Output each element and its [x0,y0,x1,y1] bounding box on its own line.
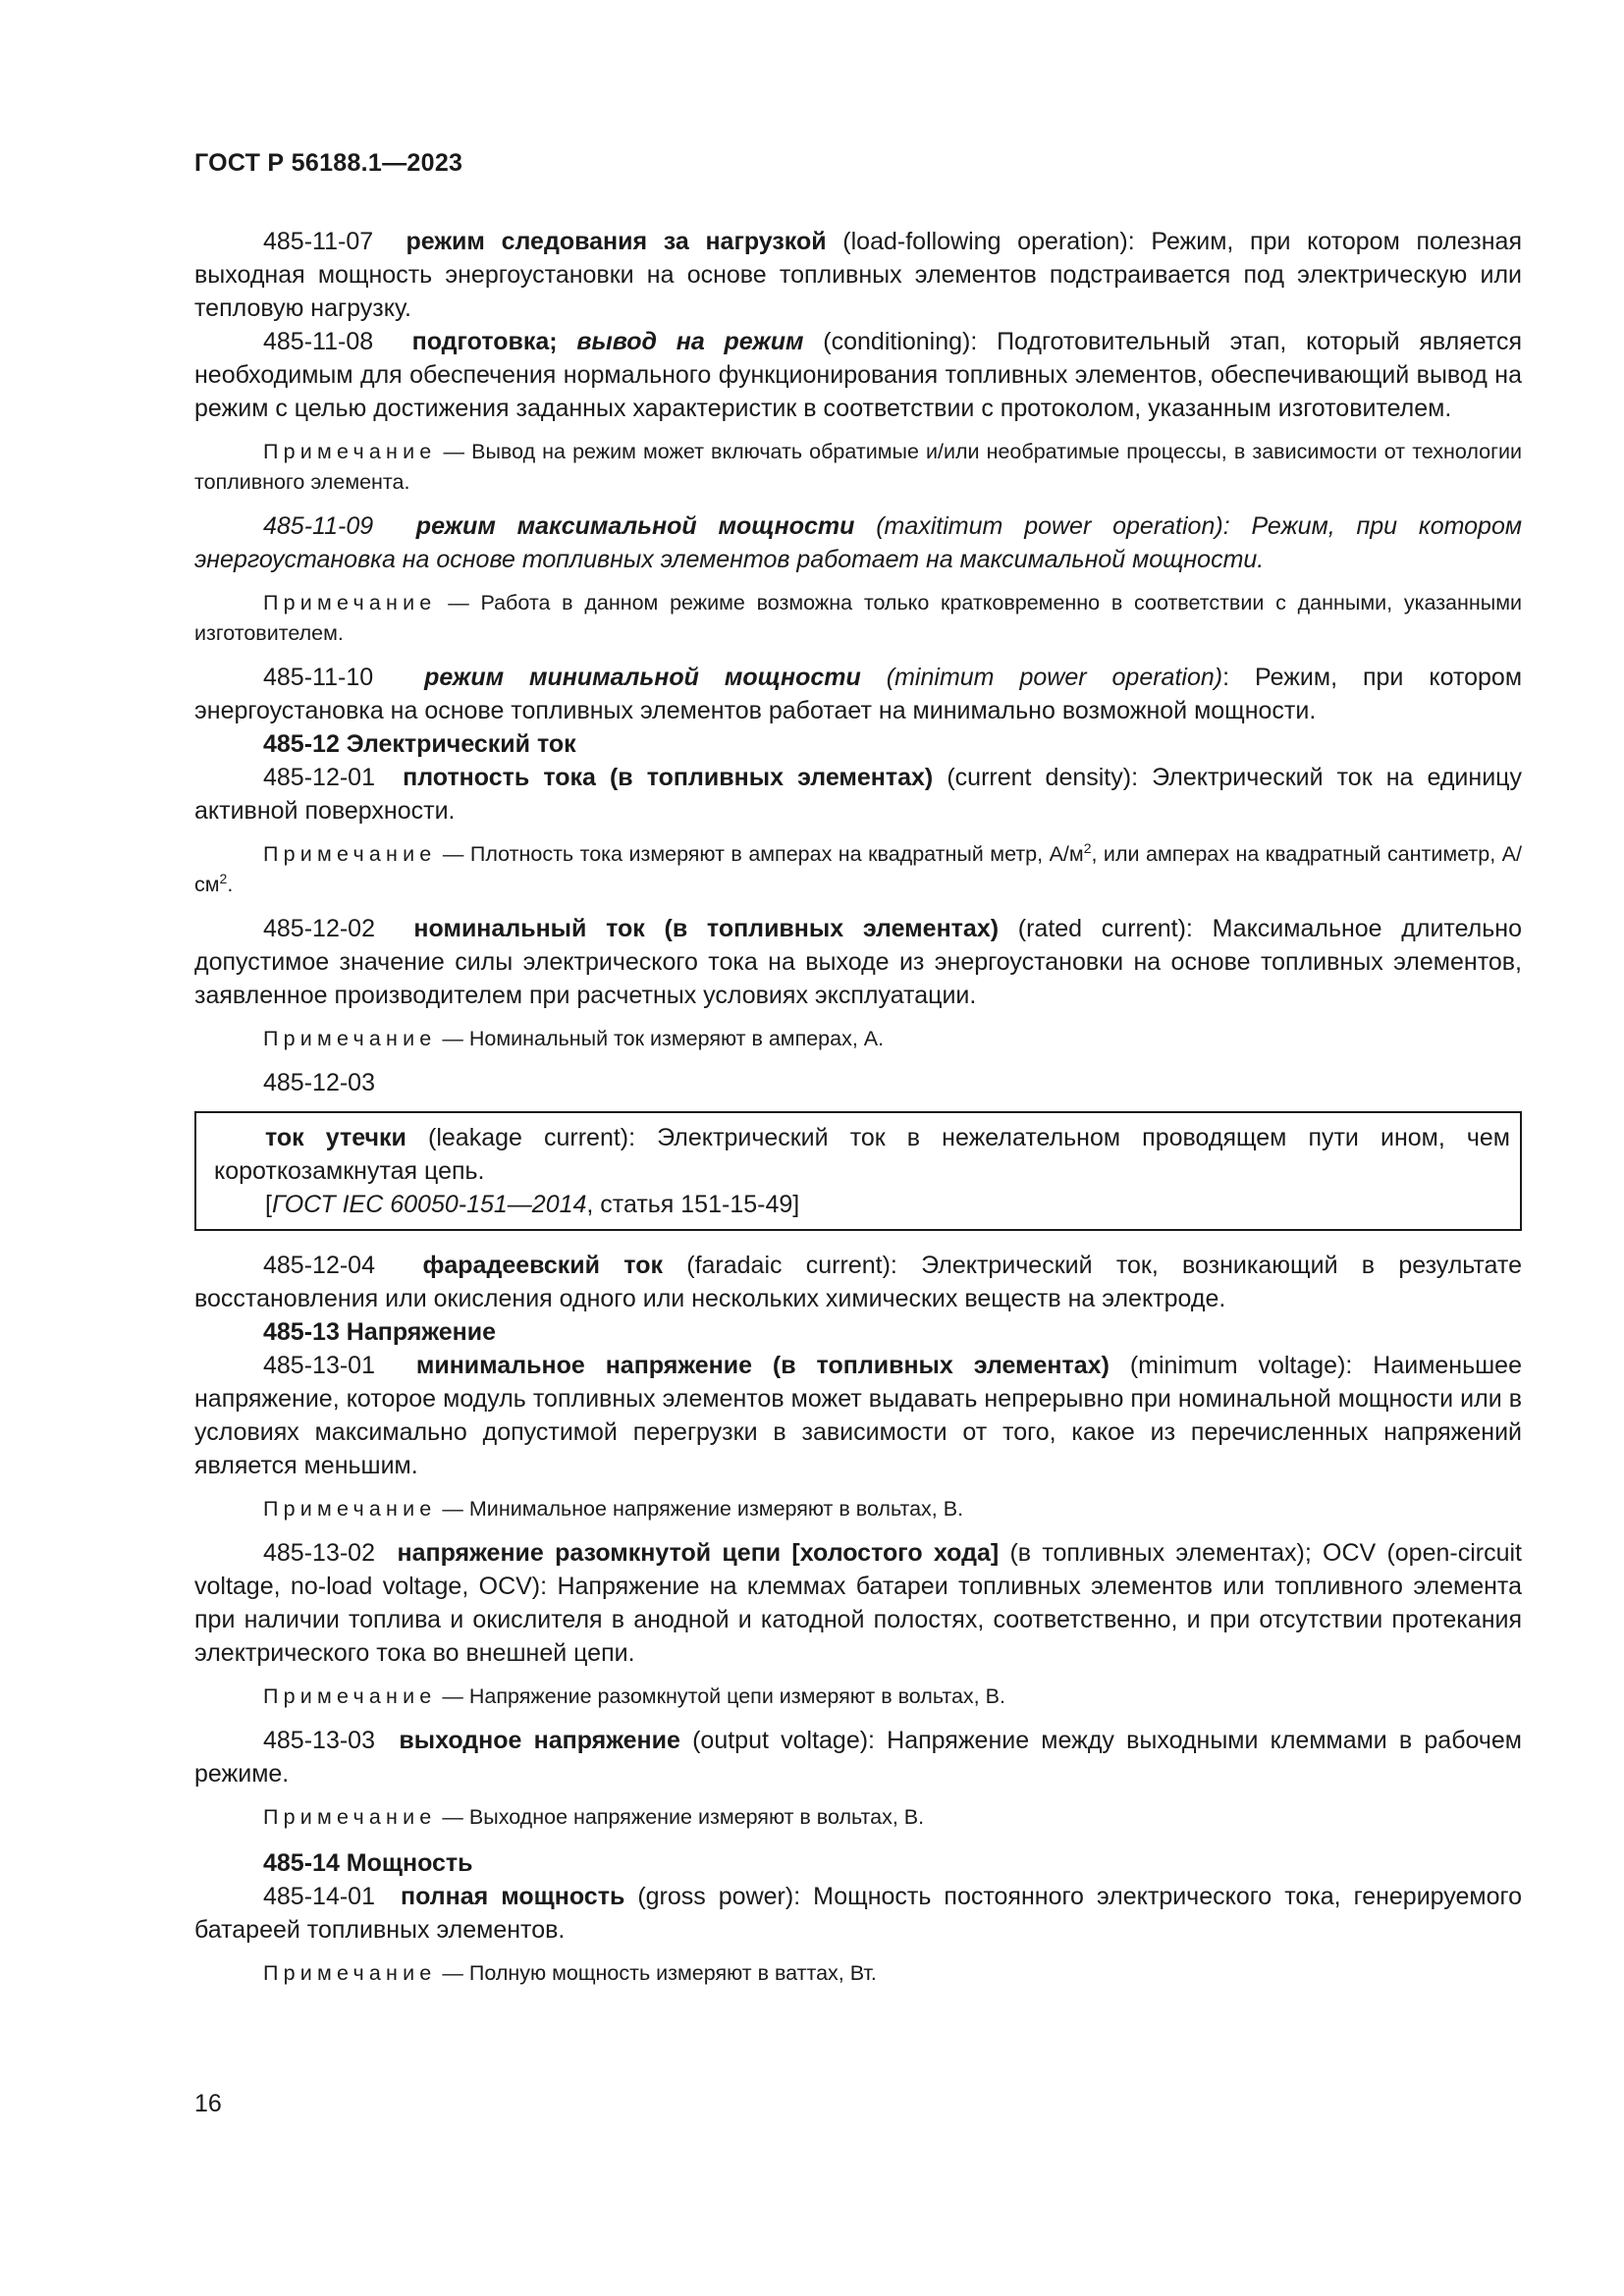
term-name: ток утечки [265,1124,406,1151]
note-text: — Номинальный ток измеряют в амперах, А. [436,1027,885,1050]
term-synonym: вывод на режим [576,328,804,355]
term-485-11-09 [194,509,1522,576]
term-485-11-10 [194,661,1522,727]
note-label: Примечание [263,842,437,866]
superscript: 2 [1083,839,1092,856]
term-485-13-02 [194,1536,1522,1670]
term-485-12-04 [194,1249,1522,1315]
term-definition: (output voltage): Напряжение между выходными клеммами в рабочем режиме. [194,1727,1522,1788]
note-text: — Вывод на режим может включать обратимые и/или необратимые процессы, в зависимости от технологии топливного элемента. [194,440,1522,494]
note-label: Примечание [263,1805,437,1829]
term-name: номинальный ток (в топливных элементах) [413,915,1000,942]
term-number: 485-14-01 [263,1883,375,1910]
term-definition: (rated current): Максимальное длительно допустимое значение силы электрического тока на выходе из энергоустановки на основе топливных элементов, заявленное производителем при расчетных условиях эксплуатации. [194,915,1522,1009]
note-1 [194,437,1522,498]
note-5 [194,1494,1522,1524]
term-definition: (leakage current): Электрический ток в нежелательном проводящем пути ином, чем короткозамкнутая цепь. [214,1124,1510,1185]
note-label: Примечание [263,1684,437,1708]
term-name: плотность тока (в топливных элементах) [403,764,934,791]
term-number: 485-13-03 [263,1727,375,1754]
note-text: — Минимальное напряжение измеряют в вольтах, В. [436,1497,964,1521]
note-6 [194,1682,1522,1712]
term-definition: (minimum voltage): Наименьшее напряжение, которое модуль топливных элементов может выдавать непрерывно при номинальной мощности или в условиях максимально допустимой перегрузки в зависимости от того, какое из перечисленных напряжений является меньшим. [194,1352,1522,1479]
term-name: напряжение разомкнутой цепи [холостого хода] [397,1539,1000,1567]
term-485-12-02 [194,912,1522,1012]
term-definition: (current density): Электрический ток на единицу активной поверхности. [194,764,1522,825]
term-number: 485-11-09 [263,512,374,540]
term-name: полная мощность [401,1883,625,1910]
note-label: Примечание [263,440,437,463]
term-485-13-01 [194,1349,1522,1482]
term-number: 485-12-02 [263,915,375,942]
term-number: 485-13-01 [263,1352,375,1379]
term-number: 485-11-07 [263,228,374,255]
note-3: Примечание — Плотность тока измеряют в амперах на квадратный метр, $А/м^2$, или амперах на квадратный сантиметр, $А/см^2$. [194,839,1522,896]
note-label: Примечание [263,591,437,614]
source-standard: ГОСТ IEC 60050-151—2014 [271,1191,587,1218]
term-name: выходное напряжение [399,1727,680,1754]
term-english: (minimum power operation) [860,664,1223,691]
term-485-14-01 [194,1880,1522,1947]
section-title: 485-14 Мощность [263,1849,473,1877]
term-name: режим максимальной мощности [415,512,855,540]
term-definition: (maxitimum power operation): Режим, при котором энергоустановка на основе топливных элементов работает на максимальной мощности. [194,512,1522,573]
term-definition: (conditioning): Подготовительный этап, который является необходимым для обеспечения нормального функционирования топливных элементов, обеспечивающий вывод на режим с целью достижения заданных характеристик в соответствии с протоколом, указанным изготовителем. [194,328,1522,422]
document-header: ГОСТ Р 56188.1—2023 [194,149,463,177]
term-definition: (в топливных элементах); OCV (open-circuit voltage, no-load voltage, OCV): Напряжение на клеммах батареи топливных элементов или топливного элемента при наличии топлива и окислителя в анодной и катодной полостях, соответственно, и при отсутствии протекания электрического тока во внешней цепи. [194,1539,1523,1667]
term-definition: (faradaic current): Электрический ток, возникающий в результате восстановления или окисления одного или нескольких химических веществ на электроде. [194,1252,1522,1312]
note-text: — Напряжение разомкнутой цепи измеряют в вольтах, В. [436,1684,1005,1708]
term-definition: : Режим, при котором энергоустановка на основе топливных элементов работает на минимально возможной мощности. [194,664,1523,724]
term-name: режим следования за нагрузкой [406,228,827,255]
superscript: 2 [219,870,228,886]
note-text: — Полную мощность измеряют в ваттах, Вт. [436,1961,877,1985]
page-number: 16 [194,2090,222,2117]
note-8 [194,1958,1522,1989]
term-name: подготовка; [411,328,558,355]
term-number: 485-12-01 [263,764,375,791]
note-text: — Работа в данном режиме возможна только кратковременно в соответствии с данными, указанными изготовителем. [194,591,1522,645]
note-label: Примечание [263,1961,437,1985]
term-number: 485-13-02 [263,1539,375,1567]
document-body [194,225,1522,1989]
note-text: , или амперах на квадратный сантиметр, А/см [194,842,1522,896]
section-485-12 [194,727,1522,761]
term-name: минимальное напряжение (в топливных элементах) [415,1352,1110,1379]
term-485-11-07 [194,225,1522,325]
note-label: Примечание [263,1497,437,1521]
section-485-13 [194,1315,1522,1349]
term-number: 485-12-04 [263,1252,375,1279]
quoted-term-box [194,1111,1522,1231]
term-number: 485-11-08 [263,328,374,355]
term-485-12-03 [214,1121,1510,1188]
note-label: Примечание [263,1027,437,1050]
term-name: режим минимальной мощности [424,664,861,691]
section-title: 485-13 Напряжение [263,1318,497,1346]
term-definition: (load-following operation): Режим, при котором полезная выходная мощность энергоустановки на основе топливных элементов подстраивается под электрическую или тепловую нагрузку. [194,228,1522,322]
note-text: — Плотность тока измеряют в амперах на квадратный метр, А/м [436,842,1084,866]
term-485-11-08 [194,325,1522,425]
section-485-14 [194,1846,1522,1880]
term-485-12-03-number: 485-12-03 [263,1069,375,1096]
note-4 [194,1024,1522,1054]
term-definition: (gross power): Мощность постоянного электрического тока, генерируемого батареей топливных элементов. [194,1883,1522,1944]
note-text: — Выходное напряжение измеряют в вольтах, В. [436,1805,925,1829]
note-2 [194,588,1522,649]
term-number: 485-11-10 [263,664,374,691]
source-reference: [ГОСТ IEC 60050-151—2014, статья 151-15-49] [265,1191,800,1218]
term-name: фарадеевский ток [422,1252,663,1279]
note-7 [194,1802,1522,1833]
section-title: 485-12 Электрический ток [263,730,576,758]
term-485-13-03 [194,1724,1522,1790]
term-485-12-01 [194,761,1522,828]
